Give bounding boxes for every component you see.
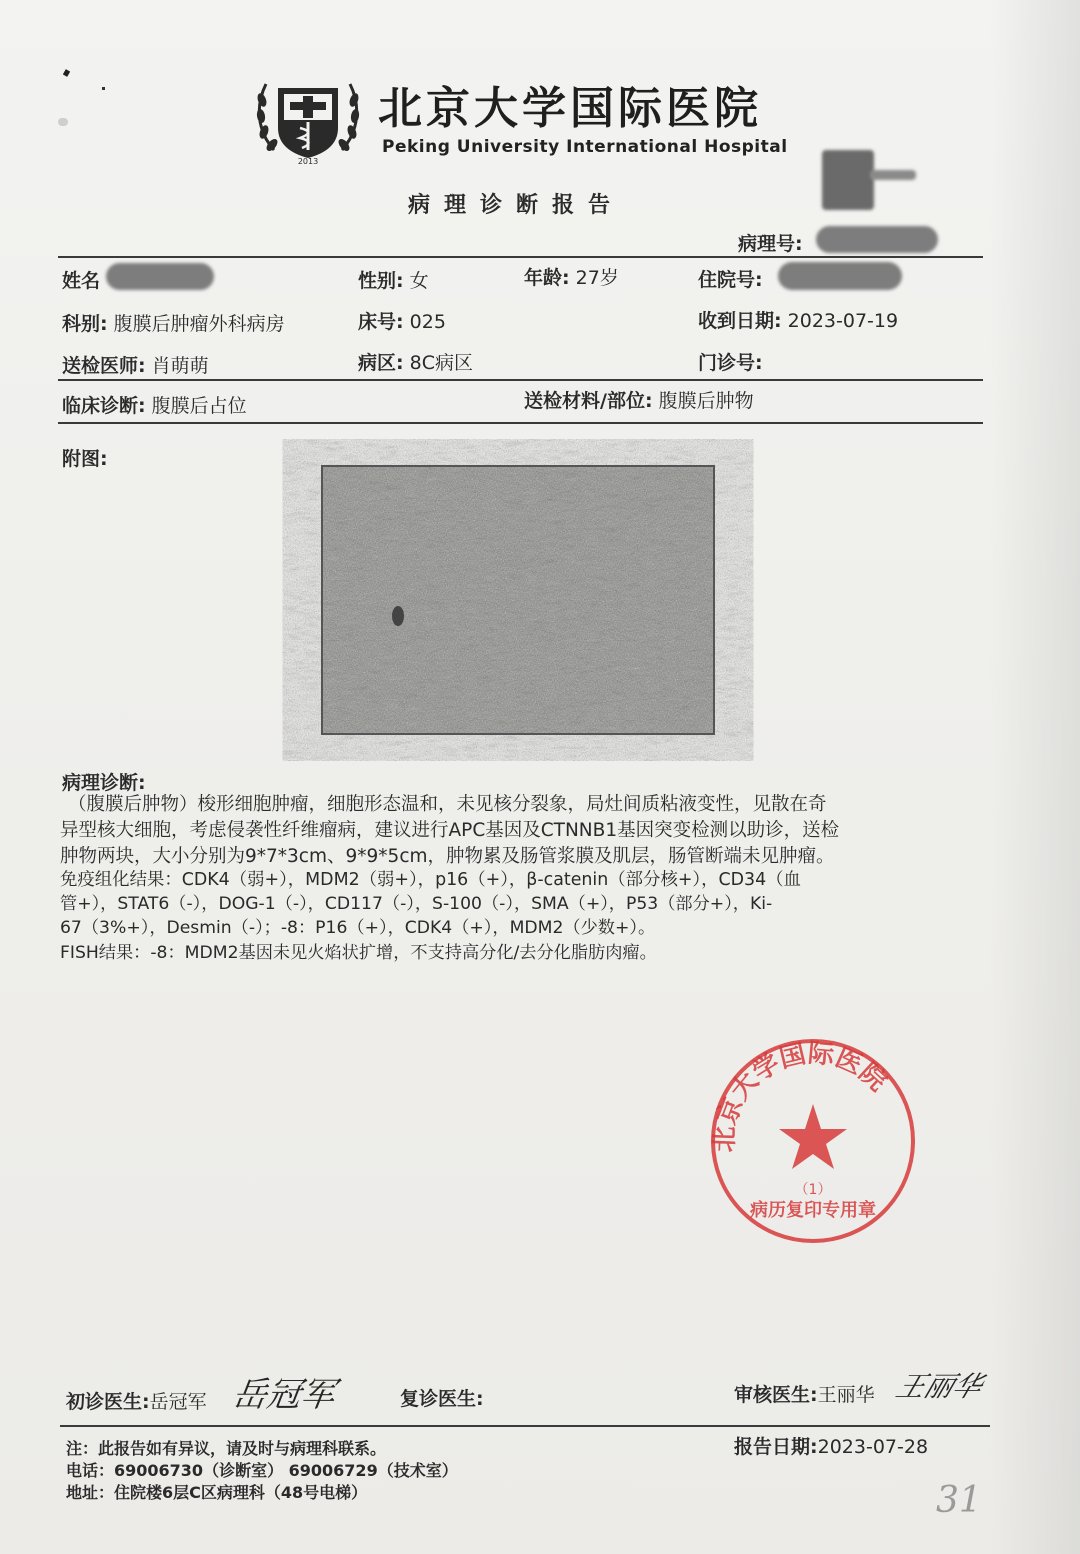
footer-address: 地址：住院楼6层C区病理科（48号电梯） xyxy=(66,1483,368,1502)
report-title: 病理诊断报告 xyxy=(408,193,625,218)
audit-doctor-field xyxy=(734,1380,875,1407)
doctor-value: 肖萌萌 xyxy=(151,355,209,377)
hospital-name-cn: 北京大学国际医院 xyxy=(378,83,762,134)
age-value: 27岁 xyxy=(575,267,619,289)
redacted-pathology-no xyxy=(816,226,938,253)
header-rule xyxy=(58,256,983,258)
footer-rule xyxy=(60,1425,990,1427)
clinical-dx-label: 临床诊断: xyxy=(62,395,146,417)
diagnosis-line: 67（3%+），Desmin（-）；-8：P16（+），CDK4（+），MDM2（少数+）。 xyxy=(60,918,656,938)
hospital-seal xyxy=(706,1034,920,1248)
pathology-no-label: 病理号: xyxy=(738,233,803,255)
gender-value: 女 xyxy=(409,270,429,292)
report-date-label: 报告日期: xyxy=(734,1436,818,1458)
paper-speck xyxy=(58,118,68,126)
bed-field xyxy=(358,307,446,334)
redacted-name xyxy=(106,263,214,290)
name-label: 姓名 xyxy=(62,270,101,292)
initial-doctor-signature xyxy=(229,1372,338,1416)
paper-speck xyxy=(102,87,105,90)
ward-field xyxy=(358,348,473,375)
clinical-rule xyxy=(58,422,983,424)
diagnosis-line: 免疫组化结果：CDK4（弱+），MDM2（弱+），p16（+），β-catenin（部分核+），CD34（血 xyxy=(60,870,801,890)
initial-doctor-name: 岳冠军 xyxy=(149,1391,207,1413)
initial-doctor-label: 初诊医生: xyxy=(66,1391,150,1413)
redacted-barcode-tail xyxy=(870,170,916,180)
received-date-field xyxy=(698,306,898,333)
clinical-dx-value: 腹膜后占位 xyxy=(151,395,247,417)
received-date-value: 2023-07-19 xyxy=(787,310,899,332)
audit-doctor-signature xyxy=(892,1366,1008,1406)
seal-outer-text: 北京大学国际医院 xyxy=(709,1038,893,1153)
bed-value: 025 xyxy=(409,311,446,333)
info-rule xyxy=(58,379,983,381)
redacted-inpatient-no xyxy=(778,262,902,290)
ward-value: 8C病区 xyxy=(409,352,474,374)
received-date-label: 收到日期: xyxy=(698,310,782,332)
specimen-label: 送检材料/部位: xyxy=(524,390,653,412)
seal-number: （1） xyxy=(794,1182,832,1198)
diagnosis-line: 肿物两块，大小分别为9*7*3cm、9*9*5cm，肿物累及肠管浆膜及肌层，肠管断端未见肿瘤。 xyxy=(60,846,835,867)
specimen-field xyxy=(524,386,754,413)
seal-inner-text: 病历复印专用章 xyxy=(750,1200,876,1221)
department-label: 科别: xyxy=(62,313,108,335)
gender-field xyxy=(358,266,429,293)
department-field xyxy=(62,309,285,336)
report-date-field xyxy=(734,1432,928,1459)
diagnosis-line: （腹膜后肿物）梭形细胞肿瘤，细胞形态温和，未见核分裂象，局灶间质粘液变性，见散在奇 xyxy=(68,794,827,815)
age-label: 年龄: xyxy=(524,267,570,289)
bed-label: 床号: xyxy=(358,311,404,333)
specimen-value: 腹膜后肿物 xyxy=(658,390,754,412)
inpatient-no-label: 住院号: xyxy=(698,269,763,291)
diagnosis-label: 病理诊断: xyxy=(62,772,146,794)
footer-phone: 电话：69006730（诊断室） 69006729（技术室） xyxy=(66,1461,458,1480)
gender-label: 性别: xyxy=(358,270,404,292)
diagnosis-line: 异型核大细胞，考虑侵袭性纤维瘤病，建议进行APC基因及CTNNB1基因突变检测以助诊，送检 xyxy=(60,820,840,841)
initial-doctor-field xyxy=(66,1387,207,1414)
audit-doctor-name: 王丽华 xyxy=(817,1384,875,1406)
histology-micrograph xyxy=(322,466,714,734)
hospital-name-en: Peking University International Hospital xyxy=(382,137,788,157)
initial-signature-text: 岳冠军 xyxy=(229,1375,338,1415)
audit-signature-text: 王丽华 xyxy=(892,1369,987,1403)
figure-label: 附图: xyxy=(62,448,108,470)
clinical-dx-field xyxy=(62,391,247,418)
ward-label: 病区: xyxy=(358,352,404,374)
paper-speck xyxy=(63,69,70,77)
audit-doctor-label: 审核医生: xyxy=(734,1384,818,1406)
logo-year: 2013 xyxy=(297,157,319,166)
department-value: 腹膜后肿瘤外科病房 xyxy=(113,313,285,335)
diagnosis-line: FISH结果：-8：MDM2基因未见火焰状扩增，不支持高分化/去分化脂肪肉瘤。 xyxy=(60,943,657,963)
micrograph-texture xyxy=(322,466,714,734)
report-date-value: 2023-07-28 xyxy=(817,1436,929,1458)
doctor-field xyxy=(62,351,209,378)
age-field xyxy=(524,263,619,290)
handwritten-note: 31 xyxy=(936,1480,982,1521)
doctor-label: 送检医师: xyxy=(62,355,146,377)
footer-note: 注：此报告如有异议，请及时与病理科联系。 xyxy=(66,1439,387,1458)
redacted-barcode xyxy=(822,150,874,210)
review-doctor-label: 复诊医生: xyxy=(400,1388,484,1410)
outpatient-no-label: 门诊号: xyxy=(698,352,763,374)
hospital-logo xyxy=(252,70,364,166)
diagnosis-line: 管+），STAT6（-），DOG-1（-），CD117（-），S-100（-），SMA（+），P53（部分+），Ki- xyxy=(60,894,773,914)
